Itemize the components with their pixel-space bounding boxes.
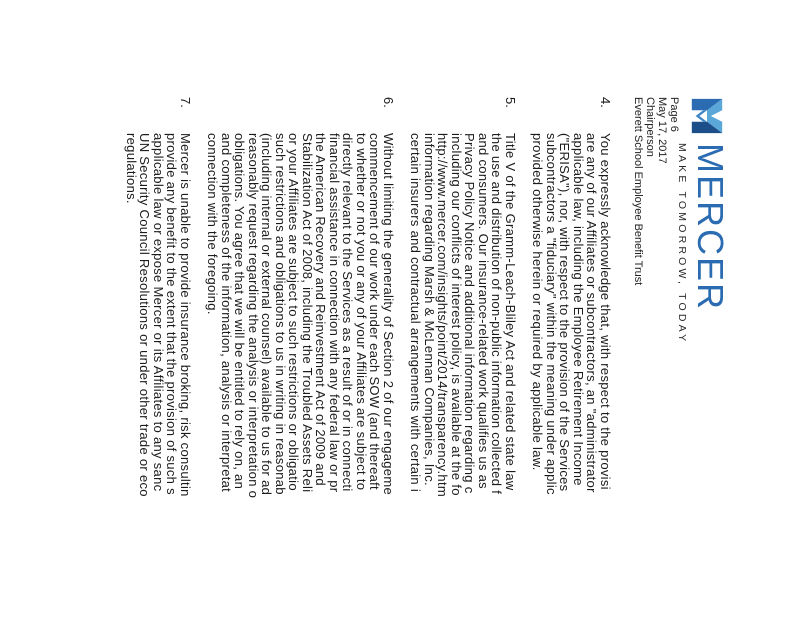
text-line: directly relevant to the Services as a result of or in connecti	[340, 133, 356, 492]
text-line: ("ERISA"), nor, with respect to the provision of the Services	[557, 133, 573, 492]
text-line: Title V of the Gramm-Leach-Bliley Act and related state law	[503, 133, 518, 491]
text-line: UN Security Council Resolutions or under other trade or eco	[137, 133, 153, 497]
text-line: obligations. You agree that we will be entitled to rely on, an	[232, 133, 248, 490]
section-text	[125, 133, 193, 618]
text-line: provide any benefit to the extent that the provision of such s	[164, 133, 180, 495]
page-number: Page 6	[668, 97, 680, 132]
section-text	[409, 133, 517, 618]
section-item	[206, 97, 395, 618]
text-line: Privacy Policy Notice and additional information regarding c	[462, 133, 478, 494]
text-line: certain insurers and contractual arrangements with certain i	[408, 133, 424, 493]
text-line: Stabilization Act of 2008, including the Troubled Assets Reli	[300, 133, 315, 493]
recipient-title: Chairperson	[644, 97, 656, 157]
text-line: reasonably request regarding the analysis or interpretation o	[246, 133, 261, 499]
mercer-logo	[676, 97, 731, 345]
text-line: and consumers. Our insurance-related work qualifies us as	[476, 133, 491, 489]
text-line: applicable law, including the Employee Retirement Income	[571, 133, 586, 486]
logo-wordmark: MERCER	[690, 143, 731, 312]
text-line: (including internal or external counsel) available to us for ad	[259, 133, 275, 496]
text-line: including our conflicts of interest policy, is available at the fo	[449, 133, 464, 496]
section-item	[409, 97, 517, 618]
text-line: the use and distribution of non-public information collected f	[489, 133, 505, 495]
section-item	[125, 97, 193, 618]
section-number: 4.	[598, 97, 613, 108]
section-number: 7.	[178, 97, 193, 108]
section-number: 5.	[503, 97, 518, 108]
text-line: Mercer is unable to provide insurance broking, risk consultin	[178, 133, 193, 497]
section-text	[531, 133, 612, 618]
text-line: and completeness of the information, analysis or interpretat	[219, 133, 234, 493]
text-line: Without limiting the generality of Section 2 of our engageme	[381, 133, 396, 495]
text-line: connection with the foregoing.	[205, 133, 221, 315]
url-text[interactable]: http://www.mercer.com/insights/point/2014/transparency.htm	[435, 133, 451, 497]
text-line: applicable law or expose Mercer or its Affiliates to any sanc	[151, 133, 166, 492]
section-text	[206, 133, 395, 618]
letter-date: May 17, 2017	[656, 97, 668, 164]
numbered-sections	[111, 97, 613, 618]
text-line: financial assistance in connection with any federal law or pr	[327, 133, 342, 493]
text-line: provided otherwise herein or required by applicable law.	[530, 133, 546, 471]
text-line: to whether or not you or any of your Affiliates are subject to	[354, 133, 369, 491]
text-line: the American Recovery and Reinvestment Act of 2009 and	[313, 133, 329, 486]
text-line: are any of our Affiliates or subcontractors, an "administrator	[584, 133, 600, 493]
text-line: or your Affiliates are subject to such restrictions or obligatio	[286, 133, 302, 491]
text-line: such restrictions and obligations to us in writing in reasonab	[273, 133, 288, 495]
section-number: 6.	[381, 97, 396, 108]
text-line: information regarding Marsh & McLennan Companies, Inc.	[422, 133, 437, 486]
section-item	[531, 97, 612, 618]
mercer-logo-icon	[688, 97, 726, 135]
text-line: commencement of our work under each SOW (and thereaft	[367, 133, 383, 490]
recipient-organization: Everett School Employee Benefit Trust	[632, 97, 644, 286]
letter-header	[632, 97, 680, 285]
logo-tagline: MAKE TOMORROW, TODAY	[676, 143, 688, 345]
text-line: You expressly acknowledge that, with respect to the provisi	[598, 133, 613, 490]
text-line: regulations.	[124, 133, 139, 204]
text-line: subcontractors a "fiduciary" within the meaning under applic	[544, 133, 559, 495]
